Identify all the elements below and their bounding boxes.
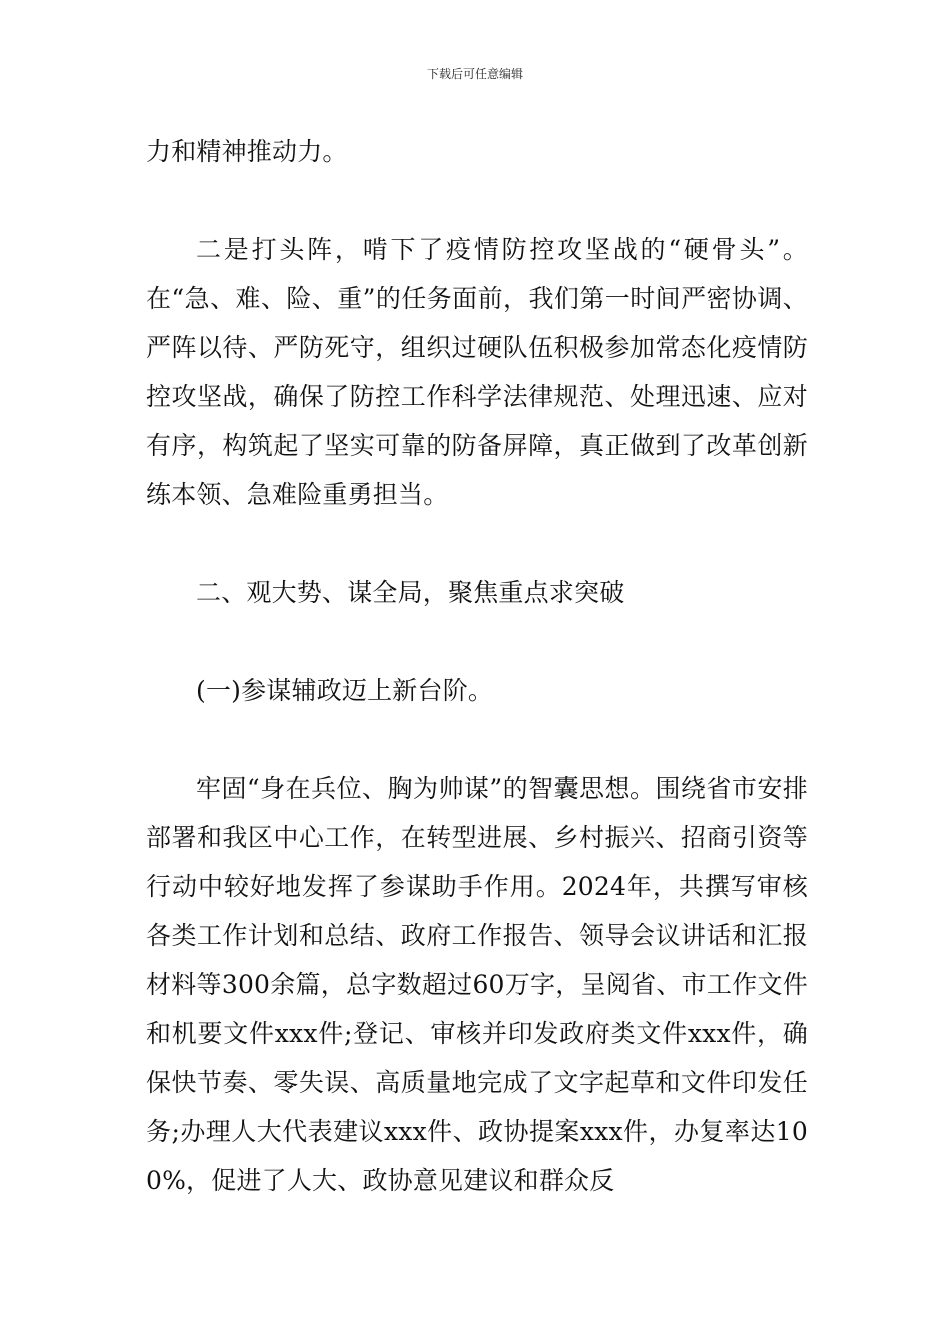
paragraph-advisory-work: 牢固“身在兵位、胸为帅谋”的智囊思想。围绕省市安排部署和我区中心工作，在转型进展、乡村振兴、招商引资等行动中较好地发挥了参谋助手作用。2024年，共撰写审核各类工作计划和总结、政府工作报告、领导会议讲话和汇报材料等300余篇，总字数超过60万字，呈阅省、市工作文件和机要文件xxx件;登记、审核并印发政府类文件xxx件，确保快节奏、零失误、高质量地完成了文字起草和文件印发任务;办理人大代表建议xxx件、政协提案xxx件，办复率达100%，促进了人大、政协意见建议和群众反 bbox=[146, 774, 808, 1195]
subsection-heading: (一)参谋辅政迈上新台阶。 bbox=[196, 676, 494, 705]
paragraph-spacer bbox=[146, 176, 808, 225]
paragraph-spacer bbox=[146, 715, 808, 764]
section-heading: 二、观大势、谋全局，聚焦重点求突破 bbox=[196, 578, 625, 607]
page-header: 下载后可任意编辑 bbox=[426, 67, 523, 81]
paragraph-spacer bbox=[146, 617, 808, 666]
paragraph-continuation: 力和精神推动力。 bbox=[146, 137, 348, 166]
document-body bbox=[146, 127, 808, 1205]
paragraph-second-point: 二是打头阵，啃下了疫情防控攻坚战的“硬骨头”。在“急、难、险、重”的任务面前，我们第一时间严密协调、严阵以待、严防死守，组织过硬队伍积极参加常态化疫情防控攻坚战，确保了防控工作科学法律规范、处理迅速、应对有序，构筑起了坚实可靠的防备屏障，真正做到了改革创新练本领、急难险重勇担当。 bbox=[146, 235, 808, 509]
paragraph-spacer bbox=[146, 519, 808, 568]
